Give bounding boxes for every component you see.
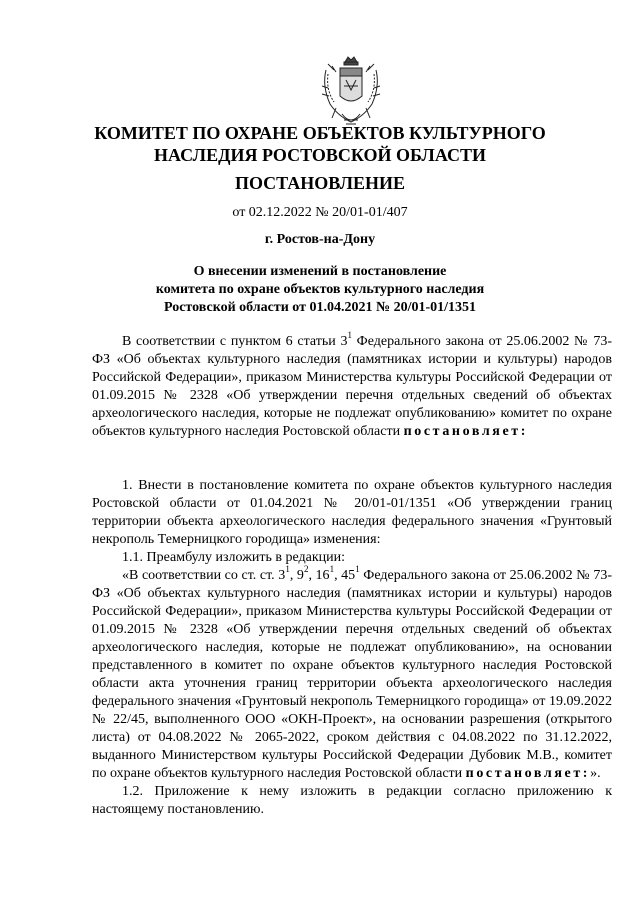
quoted-preamble	[92, 564, 613, 783]
subject-line2: комитета по охране объектов культурного наследия	[155, 282, 485, 297]
city: г. Ростов-на-Дону	[264, 232, 376, 247]
quote-superscript-1: 1	[285, 564, 290, 575]
subject-line3: Ростовской области от 01.04.2021 № 20/01-01/1351	[163, 300, 477, 315]
preamble-text-start: В соответствии с пунктом 6 статьи 3	[122, 334, 348, 349]
subject-line1: О внесении изменений в постановление	[193, 264, 447, 279]
quote-resolves: постановляет:	[465, 766, 591, 781]
preamble-text: Федерального закона от 25.06.2002 № 73-ФЗ «Об объектах культурного наследия (памятниках истории и культуры) народов Российской Федерации», приказом Министерства культуры Российской Федерации от 01.09.2015 № 2328 «Об утверждении перечня отдельных сведений об объектах археологического наследия, которые не подлежат опубликованию» комитет по охране объектов культурного наследия Ростовской области	[92, 334, 612, 439]
quote-text: , 9	[289, 568, 304, 583]
quote-superscript-4: 1	[355, 564, 360, 575]
item-1: 1. Внести в постановление комитета по охране объектов культурного наследия Ростовской области от 01.04.2021 № 20/01-01/1351 «Об утверждении границ территории объекта археологического наследия федерального значения «Грунтовый некрополь Темерницкого городища» изменения:	[92, 478, 612, 547]
paragraph-gap	[92, 441, 612, 459]
date-and-number: от 02.12.2022 № 20/01-01/407	[232, 205, 408, 220]
quote-text-start: «В соответствии со ст. ст. 3	[122, 568, 286, 583]
document-subject	[0, 263, 640, 317]
quote-text: , 45	[334, 568, 356, 583]
committee-name	[0, 122, 640, 166]
quote-superscript-2: 2	[303, 564, 309, 575]
rostov-region-coat-of-arms-icon	[318, 56, 384, 132]
quote-end: ».	[590, 766, 601, 781]
committee-name-line1: КОМИТЕТ ПО ОХРАНЕ ОБЪЕКТОВ КУЛЬТУРНОГО	[94, 123, 546, 143]
document-body	[92, 330, 613, 819]
quote-text: , 16	[308, 568, 330, 583]
item-1-1: 1.1. Преамбулу изложить в редакции:	[122, 550, 346, 565]
committee-name-line2: НАСЛЕДИЯ РОСТОВСКОЙ ОБЛАСТИ	[154, 145, 486, 165]
preamble-resolves: постановляет:	[403, 424, 528, 439]
preamble-paragraph	[92, 330, 612, 441]
quote-text-main: Федерального закона от 25.06.2002 № 73-ФЗ «Об объектах культурного наследия (памятниках истории и культуры) народов Российской Федерации», приказом Министерства культуры Российской Федерации от 01.09.2015 № 2328 «Об утверждении перечня отдельных сведений об объектах археологического наследия, которые не подлежат опубликованию», на основании представленного в комитет по охране объектов культурного наследия Ростовской области акта уточнения границ территории объекта археологического наследия федерального значения «Грунтовый некрополь Темерницкого городища» от 19.09.2022 № 22/45, выполненного ООО «ОКН-Проект», на основании разрешения (открытого листа) от 04.08.2022 № 2065-2022, сроком действия с 04.08.2022 по 31.12.2022, выданного Министерством культуры Российской Федерации Дубовик М.В., комитет по охране объектов культурного наследия Ростовской области	[92, 568, 613, 781]
document-type-title: ПОСТАНОВЛЕНИЕ	[234, 173, 406, 193]
item-1-2: 1.2. Приложение к нему изложить в редакции согласно приложению к настоящему постановлению.	[92, 784, 612, 817]
paragraph-gap	[92, 459, 612, 477]
preamble-superscript: 1	[347, 330, 352, 341]
quote-superscript-3: 1	[329, 564, 335, 575]
